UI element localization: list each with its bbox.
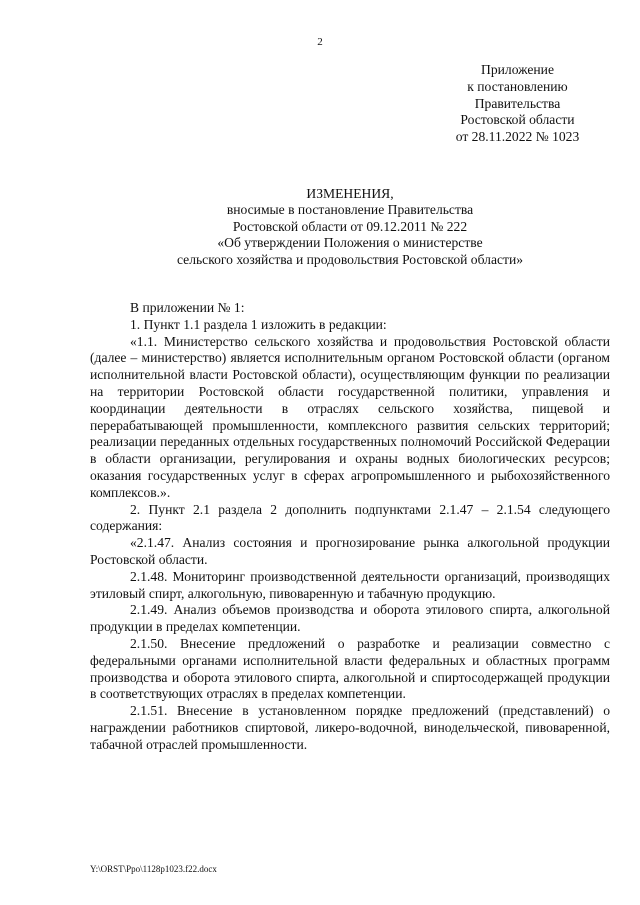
paragraph: 2.1.48. Мониторинг производственной деятельности организаций, производящих этиловый спирт, алкогольную, пивоваренную и табачную продукцию.: [90, 568, 610, 601]
document-body: [90, 300, 610, 754]
title-line: «Об утверждении Положения о министерстве: [217, 235, 483, 251]
paragraph: 2.1.49. Анализ объемов производства и оборота этилового спирта, алкогольной продукции в пределах компетенции.: [90, 602, 610, 635]
document-title: [90, 186, 610, 268]
page-number: 2: [317, 36, 323, 48]
paragraph: В приложении № 1:: [130, 300, 245, 315]
paragraph: «1.1. Министерство сельского хозяйства и продовольствия Ростовской области (далее – министерство) является исполнительным органом Ростовской области (органом исполнительной власти Ростовской области), осуществляющим функции по реализации на территории Ростовской области государственной политики, управления и координации деятельности в отраслях сельского хозяйства, пищевой и перерабатывающей промышленности, комплексного развития сельских территорий; реализации переданных отдельных государственных полномочий Российской Федерации в области организации, регулирования и охраны водных биологических ресурсов; оказания государственных услуг в сферах агропромышленного и рыбохозяйственного комплексов.».: [90, 333, 610, 500]
title-line: сельского хозяйства и продовольствия Ростовской области»: [176, 251, 524, 267]
paragraph: 2.1.51. Внесение в установленном порядке предложений (представлений) о награждении работников спиртовой, ликеро-водочной, винодельческой, пивоваренной, табачной отраслей промышленности.: [90, 703, 610, 752]
title-heading: ИЗМЕНЕНИЯ,: [306, 186, 394, 201]
appendix-line: к постановлению: [467, 78, 568, 94]
file-path-footer: Y:\ORST\Ppo\1128p1023.f22.docx: [90, 864, 217, 874]
appendix-date: от 28.11.2022 № 1023: [455, 129, 580, 145]
title-line: вносимые в постановление Правительства: [226, 202, 474, 218]
paragraph: 2. Пункт 2.1 раздела 2 дополнить подпунктами 2.1.47 – 2.1.54 следующего содержания:: [90, 501, 610, 534]
paragraph: 1. Пункт 1.1 раздела 1 изложить в редакции:: [130, 316, 387, 332]
appendix-line: Правительства: [474, 95, 561, 111]
appendix-line: Ростовской области: [460, 112, 575, 128]
paragraph: 2.1.50. Внесение предложений о разработке и реализации совместно с федеральными органами исполнительной власти федеральных и областных программ производства и оборота этилового спирта, алкогольной и спиртосодержащей продукции в соответствующих отраслях в пределах компетенции.: [90, 635, 610, 702]
paragraph: «2.1.47. Анализ состояния и прогнозирование рынка алкогольной продукции Ростовской области.: [90, 535, 610, 567]
appendix-block: [430, 62, 605, 146]
appendix-line: Приложение: [481, 62, 554, 77]
title-line: Ростовской области от 09.12.2011 № 222: [232, 218, 468, 234]
